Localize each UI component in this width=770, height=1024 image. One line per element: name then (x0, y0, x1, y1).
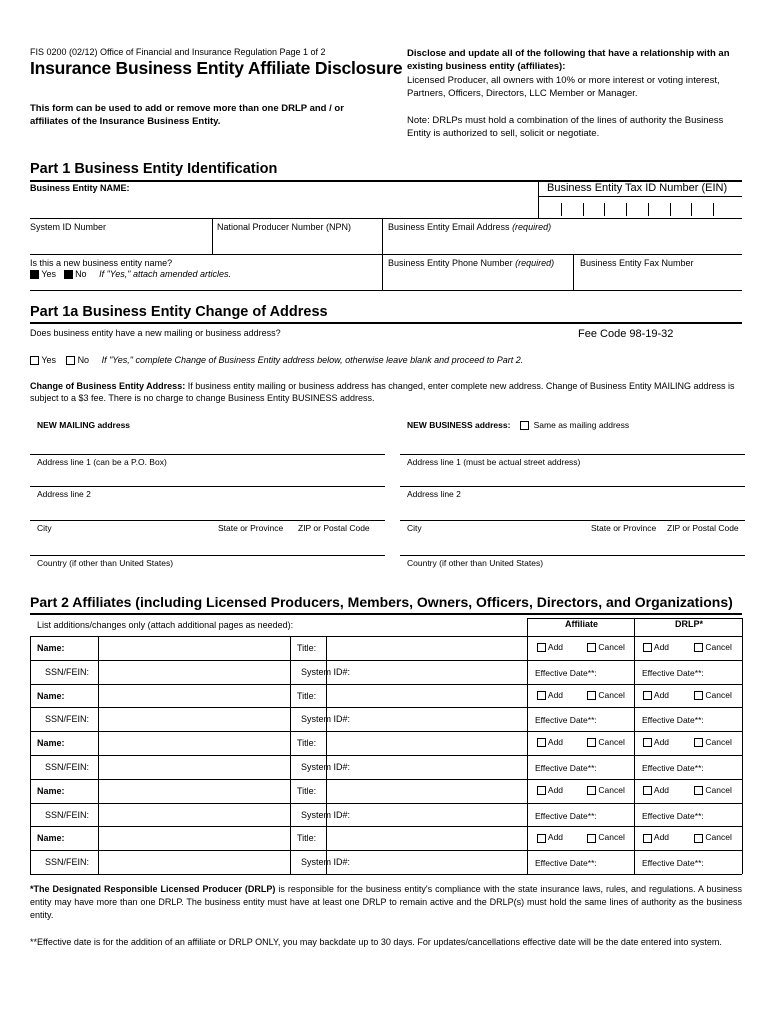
mailing-line2-label: Address line 2 (37, 489, 91, 499)
attach-note: If "Yes," attach amended articles. (99, 269, 232, 279)
change-address-text: Change of Business Entity Address: If business entity mailing or business address has changed, enter complete new address. Change of Business Entity MAILING address is subject to a $3 fee. There is no charge to change Business Entity BUSINESS address. (30, 381, 735, 403)
drlp-effective-date-label: Effective Date**: (642, 858, 704, 869)
address-yes-checkbox[interactable] (30, 356, 39, 365)
ssn-label: SSN/FEIN: (45, 762, 90, 772)
ssn-input[interactable] (99, 804, 289, 825)
business-line2-input[interactable] (400, 468, 745, 486)
phone-label: Business Entity Phone Number (required) (388, 258, 555, 268)
system-id-label: System ID#: (301, 809, 351, 820)
same-as-mailing-label: Same as mailing address (533, 420, 630, 430)
mailing-city-label: City (37, 523, 52, 533)
title-label: Title: (297, 738, 317, 749)
business-country-input[interactable] (400, 536, 745, 555)
affiliate-title-input[interactable] (327, 637, 526, 658)
business-line1-input[interactable] (400, 433, 745, 454)
business-city-label: City (407, 523, 422, 533)
affiliate-cancel-label: Cancel (598, 832, 625, 843)
affiliate-name-input[interactable] (99, 685, 289, 706)
drlp-effective-date-label: Effective Date**: (642, 715, 704, 726)
fax-input[interactable] (578, 270, 738, 288)
drlp-add-checkbox[interactable] (643, 691, 652, 700)
affiliate-effective-date-label: Effective Date**: (535, 858, 597, 869)
system-id-label: System ID Number (30, 222, 107, 232)
affiliate-add-label: Add (547, 737, 564, 748)
system-id-label: System ID#: (301, 714, 351, 725)
affiliate-add-label: Add (547, 689, 564, 700)
drlp-cancel-label: Cancel (705, 784, 732, 795)
form-id: FIS 0200 (02/12) Office of Financial and Insurance Regulation Page 1 of 2 (30, 47, 326, 57)
drlp-cancel-label: Cancel (705, 832, 732, 843)
page-title: Insurance Business Entity Affiliate Disclosure (30, 58, 403, 78)
affiliate-cancel-label: Cancel (598, 689, 625, 700)
mailing-line2-input[interactable] (30, 468, 385, 486)
part1-title: Part 1 Business Entity Identification (30, 161, 278, 177)
affiliate-add-checkbox[interactable] (537, 738, 546, 747)
drlp-cancel-label: Cancel (705, 642, 732, 652)
drlp-cancel-checkbox[interactable] (694, 738, 703, 747)
ssn-input[interactable] (99, 756, 289, 777)
npn-label: National Producer Number (NPN) (217, 222, 352, 232)
affiliate-name-input[interactable] (99, 780, 289, 801)
drlp-cancel-checkbox[interactable] (694, 786, 703, 795)
affiliate-effective-date-label: Effective Date**: (535, 763, 597, 773)
drlp-add-label: Add (653, 784, 670, 795)
same-as-mailing-checkbox[interactable] (520, 421, 529, 430)
business-city-input[interactable] (400, 500, 745, 520)
drlp-add-checkbox[interactable] (643, 834, 652, 843)
name-label: Name: (37, 690, 65, 701)
mailing-country-label: Country (if other than United States) (37, 558, 174, 568)
title-label: Title: (297, 643, 317, 653)
affiliate-system-id-input[interactable] (360, 851, 526, 872)
ein-label: Business Entity Tax ID Number (EIN) (547, 182, 728, 194)
ssn-input[interactable] (99, 851, 289, 872)
email-input[interactable] (386, 232, 736, 250)
affiliate-cancel-checkbox[interactable] (587, 738, 596, 747)
business-state-label: State or Province (591, 523, 657, 533)
affiliate-name-input[interactable] (99, 637, 289, 658)
new-name-no-checkbox[interactable] (64, 270, 73, 279)
affiliate-system-id-input[interactable] (360, 756, 526, 777)
drlp-cancel-label: Cancel (705, 737, 732, 748)
affiliate-cancel-label: Cancel (598, 737, 625, 748)
ein-input[interactable] (545, 203, 735, 217)
affiliate-effective-date-label: Effective Date**: (535, 810, 597, 821)
name-label: Name: (37, 785, 65, 796)
drlp-add-label: Add (653, 832, 670, 843)
drlp-add-checkbox[interactable] (643, 738, 652, 747)
drlp-effective-date-label: Effective Date**: (642, 763, 704, 773)
system-id-input[interactable] (30, 232, 210, 250)
affiliate-add-checkbox[interactable] (537, 691, 546, 700)
drlp-cancel-checkbox[interactable] (694, 691, 703, 700)
address-instruction: If "Yes," complete Change of Business Entity address below, otherwise leave blank and proceed to Part 2. (101, 355, 524, 365)
affiliate-add-checkbox[interactable] (537, 834, 546, 843)
business-line2-label: Address line 2 (407, 489, 461, 499)
affiliate-title-input[interactable] (327, 685, 526, 706)
new-name-yes-checkbox[interactable] (30, 270, 39, 279)
title-label: Title: (297, 833, 317, 844)
title-label: Title: (297, 785, 317, 796)
drlp-add-label: Add (653, 737, 670, 748)
ssn-input[interactable] (99, 708, 289, 729)
fax-label: Business Entity Fax Number (580, 258, 694, 268)
name-label: Name: (37, 643, 65, 653)
affiliate-header: Affiliate (565, 619, 599, 629)
affiliate-effective-date-label: Effective Date**: (535, 715, 597, 726)
ssn-label: SSN/FEIN: (45, 857, 90, 868)
business-country-label: Country (if other than United States) (407, 558, 544, 568)
mailing-country-input[interactable] (30, 536, 385, 555)
part2-title: Part 2 Affiliates (including Licensed Producers, Members, Owners, Officers, Directors, and Organizations) (30, 594, 733, 610)
part1a-title: Part 1a Business Entity Change of Address (30, 304, 328, 320)
disclose-heading: Disclose and update all of the following that have a relationship with an existing business entity (affiliates): (407, 48, 730, 72)
npn-input[interactable] (215, 232, 380, 250)
mailing-line1-input[interactable] (30, 433, 385, 454)
affiliate-add-label: Add (547, 784, 564, 795)
mailing-state-label: State or Province (218, 523, 284, 533)
affiliate-system-id-input[interactable] (360, 708, 526, 729)
entity-name-input[interactable] (130, 182, 535, 218)
system-id-label: System ID#: (301, 666, 351, 677)
address-change-options: Yes No If "Yes," complete Change of Business Entity address below, otherwise leave blank and proceed to Part 2. (30, 355, 523, 365)
entity-name-label: Business Entity NAME: (30, 183, 130, 193)
fee-code: Fee Code 98-19-32 (578, 328, 674, 340)
system-id-label: System ID#: (301, 857, 351, 868)
intro-text: This form can be used to add or remove more than one DRLP and / or affiliates of the Insurance Business Entity. (30, 103, 344, 127)
drlp-cancel-label: Cancel (705, 689, 732, 700)
list-note: List additions/changes only (attach additional pages as needed): (37, 620, 294, 630)
affiliate-add-label: Add (547, 642, 564, 652)
drlp-effective-date-label: Effective Date**: (642, 667, 704, 678)
affiliate-effective-date-label: Effective Date**: (535, 667, 597, 678)
new-name-options: Yes No If "Yes," attach amended articles. (30, 269, 231, 279)
affiliate-name-input[interactable] (99, 732, 289, 753)
address-no-checkbox[interactable] (66, 356, 75, 365)
drlp-add-checkbox[interactable] (643, 786, 652, 795)
business-line1-label: Address line 1 (must be actual street address) (407, 457, 581, 467)
ssn-label: SSN/FEIN: (45, 714, 90, 725)
phone-input[interactable] (386, 270, 571, 288)
affiliate-cancel-checkbox[interactable] (587, 786, 596, 795)
drlp-add-label: Add (653, 689, 670, 700)
affiliate-cancel-checkbox[interactable] (587, 834, 596, 843)
affiliate-add-label: Add (547, 832, 564, 843)
ssn-label: SSN/FEIN: (45, 809, 90, 820)
affiliate-name-input[interactable] (99, 827, 289, 848)
affiliate-cancel-label: Cancel (598, 784, 625, 795)
drlp-footnote: *The Designated Responsible Licensed Producer (DRLP) is responsible for the business entity's compliance with the state insurance laws, rules, and regulations. A business entity may have more than one DRLP. The business entity must have at least one DRLP to remain active and the DRLP(s) must hold the same lines of authority as the business entity. (30, 884, 742, 920)
affiliate-cancel-checkbox[interactable] (587, 643, 596, 652)
mailing-zip-label: ZIP or Postal Code (298, 523, 370, 533)
affiliate-system-id-input[interactable] (360, 804, 526, 825)
mailing-header: NEW MAILING address (37, 420, 131, 430)
title-label: Title: (297, 690, 317, 701)
business-header-row (407, 420, 629, 430)
business-zip-label: ZIP or Postal Code (667, 523, 739, 533)
new-name-question: Is this a new business entity name? (30, 258, 173, 268)
affiliate-add-checkbox[interactable] (537, 643, 546, 652)
note-text: Note: DRLPs must hold a combination of the lines of authority the Business Entity is authorized to sell, solicit or negotiate. (407, 115, 724, 139)
affiliate-add-checkbox[interactable] (537, 786, 546, 795)
affiliate-title-input[interactable] (327, 732, 526, 753)
mailing-city-input[interactable] (30, 500, 385, 520)
business-header: NEW BUSINESS address: (407, 420, 511, 430)
effective-footnote: **Effective date is for the addition of an affiliate or DRLP ONLY, you may backdate up to 30 days. For updates/cancellations effective date will be the date entered into system. (30, 937, 722, 947)
drlp-cancel-checkbox[interactable] (694, 834, 703, 843)
email-label: Business Entity Email Address (required) (388, 222, 552, 232)
mailing-line1-label: Address line 1 (can be a P.O. Box) (37, 457, 167, 467)
address-question: Does business entity have a new mailing or business address? (30, 328, 281, 338)
drlp-cancel-checkbox[interactable] (694, 643, 703, 652)
affiliate-system-id-input[interactable] (360, 661, 526, 682)
drlp-header: DRLP* (675, 619, 704, 629)
name-label: Name: (37, 738, 65, 749)
drlp-add-checkbox[interactable] (643, 643, 652, 652)
drlp-add-label: Add (653, 642, 670, 652)
ssn-label: SSN/FEIN: (45, 666, 90, 677)
system-id-label: System ID#: (301, 762, 351, 772)
ssn-input[interactable] (99, 661, 289, 682)
affiliate-title-input[interactable] (327, 827, 526, 848)
affiliate-cancel-label: Cancel (598, 642, 625, 652)
name-label: Name: (37, 833, 65, 844)
disclose-text: Licensed Producer, all owners with 10% or more interest or voting interest, Partners, Officers, Directors, LLC Member or Manager. (407, 75, 720, 99)
affiliate-title-input[interactable] (327, 780, 526, 801)
drlp-effective-date-label: Effective Date**: (642, 810, 704, 821)
affiliate-cancel-checkbox[interactable] (587, 691, 596, 700)
